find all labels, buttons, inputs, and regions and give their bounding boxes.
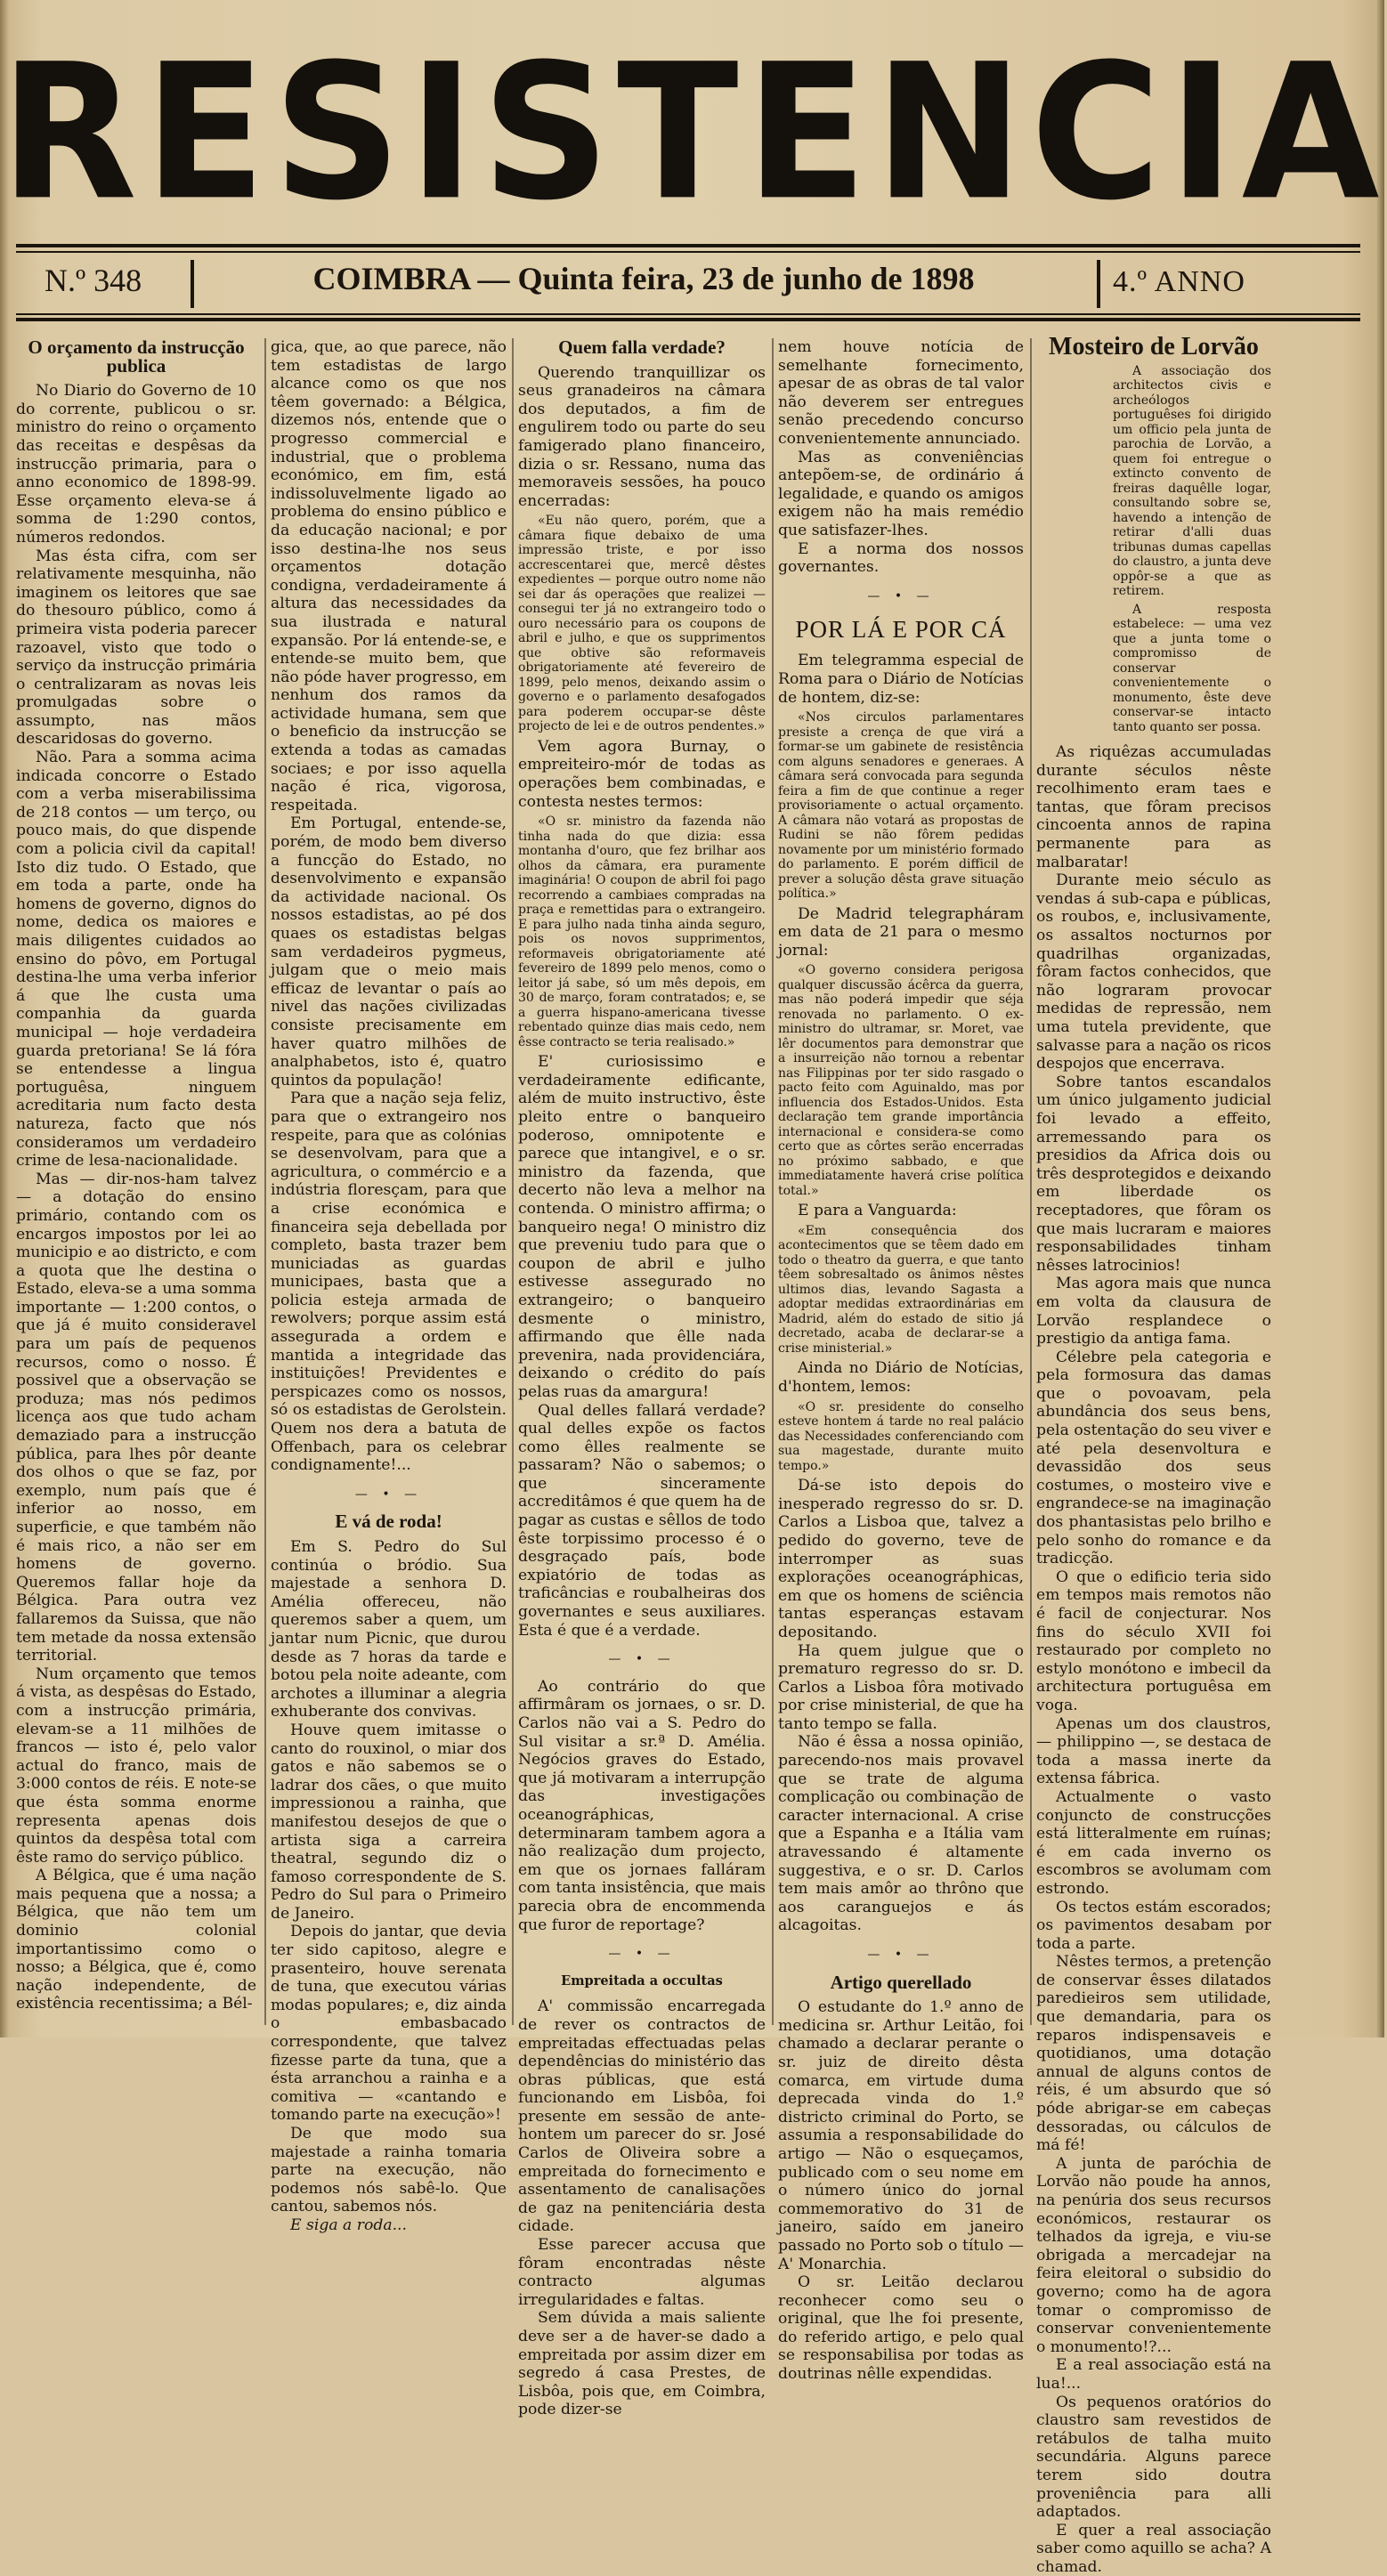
issue-info-bar (16, 256, 1360, 312)
column-4 (778, 338, 1024, 2384)
article-quote: «O sr. presidente do conselho esteve hontem á tarde no real palácio das Necessidades conferenciando com sua magestade, durante muito tempo.» (778, 1399, 1024, 1473)
article-paragraph: Apenas um dos claustros, — philippino —, se destaca de toda a massa inerte da extensa fábrica. (1036, 1714, 1271, 1788)
article-paragraph: Não é êssa a nossa opinião, parecendo-nos mais provavel que se trate de alguma complicação ou combinação de caracter internacional. A crise que a Espanha e a Itália vam atravessando é altamente suggestiva, e o sr. D. Carlos tem mais amôr ao thrôno que aos caranguejos e ás alcagoitas. (778, 1733, 1024, 1935)
article-quote: «Eu não quero, porém, que a câmara fique debaixo de uma impressão triste, e por isso accrescentarei que, mercê dêstes expedientes — porque outro nome não sei dar ás operações que realizei — consegui ter já no extrangeiro todo o ouro necessário para os coupons de abril e julho, e que os supprimentos que obtive são reformaveis obrigatoriamente até fevereiro de 1899, pelo menos, deixando assim o governo e o parlamento desafogados para poderem occupar-se dêste projecto de lei e de outros pendentes.» (518, 514, 766, 734)
article-paragraph: As riquêzas accumuladas durante séculos nêste recolhimento eram taes e tantas, que fôram precisos cincoenta annos de rapina permanente para as malbaratar! (1036, 743, 1271, 871)
divider-ornament: — • — (354, 1486, 423, 1502)
newspaper-masthead: RESISTENCIA (0, 24, 1387, 242)
article-paragraph: De Madrid telegrapháram em data de 21 para o mesmo jornal: (778, 904, 1024, 960)
article-paragraph: A junta de paróchia de Lorvão não poude ha annos, na penúria dos seus recursos económicos, restaurar os telhados da igreja, e viu-se obrigada a mercadejar na feira eleitoral o subsidio do governo; como ha de agora tomar o compromisso de conservar convenientemente o monumento!?... (1036, 2154, 1271, 2356)
article-paragraph: Actualmente o vasto conjuncto de construcções está litteralmente em ruínas; é em cada inverno os escombros se avolumam com estrondo. (1036, 1787, 1271, 1898)
section-title-por-la-e-por-ca: POR LÁ E POR CÁ (795, 616, 1007, 644)
column-separator (1030, 338, 1032, 2025)
article-paragraph: O sr. Leitão declarou reconhecer como seu o original, que lhe foi presente, do referido artigo, e pelo qual se responsabilisa por todas as doutrinas nêlle expendidas. (778, 2273, 1024, 2384)
article-paragraph: Esse parecer accusa que fôram encontradas nêste contracto algumas irregularidades e faltas. (518, 2236, 766, 2309)
article-paragraph: Qual delles fallará verdade? qual delles expõe os factos como êlles realmente se passaram? Não o sabemos; o que sinceramente accreditâmos é que quem ha de pagar as custas e sêllos de todo êste torpissimo processo é o desgraçado país, bode expiatório de todas as traficâncias e roubalheiras dos governantes e seus auxiliares. Esta é que é a verdade. (518, 1401, 766, 1640)
article-paragraph: A' commissão encarregada de rever os contractos de empreitadas effectuadas pelas dependências do ministério das obras públicas, que está funcionando em Lisbôa, foi presente em sessão de ante-hontem um parecer do sr. José Carlos de Oliveira sobre a empreitada do fornecimento e assentamento de canalisações de gaz na penitenciária desta cidade. (518, 1997, 766, 2236)
divider-ornament: — • — (867, 1948, 935, 1962)
article-paragraph: E quer a real associação saber como aquillo se acha? A chamad. (1036, 2521, 1271, 2576)
article-paragraph: A Bélgica, que é uma nação mais pequena que a nossa; a Bélgica, que não tem um dominio colonial importantissimo como o nosso; a Bélgica, que é, como nação independente, de existência recentissima; a Bél- (16, 1867, 256, 2013)
article-paragraph: Mas ésta cifra, com ser relativamente mesquinha, não imaginem os leitores que sae do thesouro público, como á primeira vista poderia parecer razoavel, visto que todo o serviço da instrucção primária o centralizaram as novas leis promulgadas sobre o assumpto, nas mãos descaridosas do governo. (16, 547, 256, 749)
article-quote: «O governo considera perigosa qualquer discussão ácêrca da guerra, mas não poderá impedir que séja renovada no parlamento. O ex-ministro do ultramar, sr. Moret, vae lêr documentos para demonstrar que a insurreição não tornou a rebentar nas Filippinas por ter sido rasgado o pacto feito com Aguinaldo, mas por influencia dos Estados-Unidos. Esta declaração tem grande importância internacional e considera-se como certo que as côrtes serão encerradas no próximo sabbado, e que immediatamente haverá crise política total.» (778, 963, 1024, 1198)
article-paragraph: Querendo tranquillizar os seus granadeiros na câmara dos deputados, a fim de engulirem todo ou parte do seu famigerado plano financeiro, dizia o sr. Ressano, numa das memoraveis sessões, ha pouco encerradas: (518, 363, 766, 510)
info-rule-bottom (16, 318, 1360, 321)
article-paragraph: Sem dúvida a mais saliente deve ser a de haver-se dado a empreitada por assim dizer em segredo á casa Prestes, de Lisbôa, pois que, em Coimbra, pode dizer-se (518, 2309, 766, 2419)
article-paragraph: Em S. Pedro do Sul continúa o bródio. Sua majestade a senhora D. Amélia offereceu, não queremos saber a quem, um jantar num Picnic, que durou desde as 7 horas da tarde e botou pela noite adeante, com archotes a illuminar a alegria exhuberante dos convivas. (271, 1538, 507, 1721)
article-paragraph: Durante meio século as vendas á sub-capa e públicas, os roubos, e, inclusivamente, os assaltos nocturnos por quadrilhas organizadas, fôram factos conhecidos, que não lograram provocar medidas de repressão, nem uma tutela previdente, que salvasse para a nação os ricos despojos que encerrava. (1036, 871, 1271, 1073)
column-1 (16, 338, 256, 2021)
left-page-edge (0, 0, 9, 2037)
article-title-quem-falla-verdade: Quem falla verdade? (558, 336, 726, 358)
article-paragraph: E siga a roda... (290, 2216, 407, 2234)
article-quote-block (1113, 364, 1271, 735)
article-title-empreitada: Empreitada a occultas (561, 1973, 723, 1989)
article-paragraph: Sobre tantos escandalos um único julgamento judicial foi levado a effeito, arremessando para os presidios da Africa dois ou três desprotegidos e deixando em liberdade os receptadores, que fôram os que mais lucraram e maiores responsabilidades tinham nêsses latrocinios! (1036, 1073, 1271, 1275)
article-paragraph: O que o edificio teria sido em tempos mais remotos não é facil de conjecturar. Nos fins do século XVII foi restaurado por completo no estylo monótono e imbecil da architectura portuguêsa em voga. (1036, 1567, 1271, 1714)
article-paragraph: De que modo sua majestade a rainha tomaria parte na execução, não podemos nós sabê-lo. Que cantou, sabemos nós. (271, 2125, 507, 2216)
article-paragraph: Em telegramma especial de Roma para o Diário de Notícias de hontem, diz-se: (778, 652, 1024, 707)
article-paragraph: Ainda no Diário de Notícias, d'hontem, lemos: (778, 1359, 1024, 1397)
article-paragraph: nem houve notícia de semelhante fornecimento, apesar de as obras de tal valor não deverem ser entregues senão precedendo concurso convenientemente annunciado. (778, 338, 1024, 448)
article-title-mosteiro-de-lorvao: Mosteiro de Lorvão (1049, 333, 1259, 360)
article-paragraph: Num orçamento que temos á vista, as despêsas do Estado, com a instrucção primária, elevam-se a 11 milhões de francos — isto é, pelo valor actual do franco, mais de 3:000 contos de réis. E note-se que ésta somma enorme representa apenas dois quintos da despêsa total com êste ramo do serviço público. (16, 1665, 256, 1867)
article-paragraph: Célebre pela categoria e pela formosura das damas que o povoavam, pela abundância dos seus bens, pela ostentação do seu viver e até pela desenvoltura e devassidão dos seus costumes, o mosteiro vive e engrandece-se na imaginação dos phantasistas pelo brilho e pelo sonho do romance e da tradicção. (1036, 1348, 1271, 1568)
article-paragraph: Os pequenos oratórios do claustro sam revestidos de retábulos de talha muito secundária. Alguns parece terem sido doutra proveniência para alli adaptados. (1036, 2393, 1271, 2522)
divider-ornament: — • — (608, 1652, 676, 1667)
article-paragraph: Os tectos estám escorados; os pavimentos desabam por toda a parte. (1036, 1898, 1271, 1953)
article-paragraph: E a norma dos nossos governantes. (778, 539, 1024, 577)
article-paragraph: Ha quem julgue que o prematuro regresso do sr. D. Carlos a Lisboa fôra motivado por crise ministerial, de que ha tanto tempo se falla. (778, 1641, 1024, 1733)
masthead-rule-thin (16, 251, 1360, 253)
column-separator (264, 338, 266, 2025)
right-page-edge (1375, 0, 1384, 2037)
column-2 (271, 338, 507, 2234)
article-paragraph: Houve quem imitasse o canto do rouxinol, o miar dos gatos e não sabemos se o ladrar dos cães, o que muito impressionou a rainha, que manifestou desejos de que o artista siga a carreira theatral, segundo diz o famoso correspondente de S. Pedro do Sul para o Primeiro de Janeiro. (271, 1721, 507, 1923)
info-rule-thin (16, 313, 1360, 315)
article-paragraph: O estudante do 1.º anno de medicina sr. Arthur Leitão, foi chamado a declarar perante o sr. juiz de direito dêsta comarca, em virtude duma deprecada vinda do 1.º districto criminal do Porto, se assumia a responsabilidade do artigo — Não o esqueçamos, publicado com o seu nome em o número único do jornal commemorativo do 31 de janeiro, saído em janeiro passado no Porto sob o título — A' Monarchia. (778, 1998, 1024, 2273)
masthead-rule-top (16, 244, 1360, 247)
column-separator (512, 338, 514, 2025)
article-paragraph: Para que a nação seja feliz, para que o extrangeiro nos respeite, para que as colónias se desenvolvam, para que a agricultura, o commércio e a indústria floresçam, para que a crise económica e financeira seja debellada por completo, basta trazer bem municiadas as guardas municipaes, basta que a policia esteja armada de rewolvers; porque assim está assegurada a ordem e mantida a integridade das instituições! Previdentes e perspicazes como os nossos, só os estadistas de Gerolstein. Quem nos dera a batuta de Offenbach, para os celebrar condignamente!... (271, 1090, 507, 1475)
issue-number: N.º 348 (45, 263, 142, 298)
article-paragraph: E' curiosissimo e verdadeiramente edificante, além de muito instructivo, êste pleito entre o banqueiro poderoso, omnipotente e parece que intangivel, e o sr. ministro da fazenda, que decerto não leva a melhor na contenda. O ministro affirma; o banqueiro nega! O ministro diz que preveniu tudo para que o coupon de abril e julho estivesse assegurado no extrangeiro; o banqueiro desmente o ministro, affirmando que êlle nada prevenira, nada providenciára, deixando o crédito do país pelas ruas da amargura! (518, 1053, 766, 1401)
article-title-va-de-roda: E vá de roda! (335, 1511, 442, 1533)
article-quote: A resposta estabelece: — uma vez que a junta tome o compromisso de conservar convenientemente o monumento, êste deve conservar-se intacto tanto quanto ser possa. (1113, 602, 1271, 734)
column-5 (1036, 333, 1271, 2576)
article-paragraph: E para a Vanguarda: (798, 1202, 957, 1220)
article-paragraph: Depois do jantar, que devia ter sido capitoso, alegre e prasenteiro, houve serenata de tuna, que executou várias modas populares; e, diz ainda o embasbacado correspondente, que talvez fizesse parte da tuna, que a ésta arranchou a rainha e a comitiva — «cantando e tomando parte na execução»! (271, 1923, 507, 2125)
article-paragraph: Mas agora mais que nunca em volta da clausura de Lorvão resplandece o prestigio da antiga fama. (1036, 1275, 1271, 1349)
column-separator (772, 338, 774, 2025)
article-quote: A associação dos architectos civis e archeólogos portuguêses foi dirigido um officio pela junta de parochia de Lorvão, a quem foi entregue o extincto convento de freiras daquêlle logar, consultando sobre se, havendo a intenção de retirar d'alli duas tribunas dumas capellas do claustro, a junta deve oppôr-se a que as retirem. (1113, 363, 1271, 599)
article-quote: «Em consequência dos acontecimentos que se têem dado em todo o theatro da guerra, e que tanto têem sobresaltado os ânimos nêstes ultimos dias, levando Sagasta a adoptar medidas extraordinárias em Madrid, além do estado de sitio já decretado, acaba de declarar-se a crise ministerial.» (778, 1223, 1024, 1356)
article-paragraph: gica, que, ao que parece, não tem estadistas de largo alcance como os que nos têem governado: a Bélgica, dizemos nós, entende que o progresso commercial e industrial, que o problema económico, em fim, está indissoluvelmente ligado ao problema do ensino público e da educação nacional; e por isso destina-lhe nos seus orçamentos dotação condigna, verdadeiramente á altura das necessidades da sua ilustrada e natural expansão. Por lá entende-se, e entende-se muito bem, que não póde haver progresso, em nenhum dos ramos da actividade humana, sem que o beneficio da instrucção se extenda a todas as camadas sociaes; e por isso aquella nação é rica, vigorosa, respeitada. (271, 338, 507, 814)
article-paragraph: Vem agora Burnay, o empreiteiro-mór de todas as operações bem combinadas, e contesta nestes termos: (518, 737, 766, 811)
article-title-artigo-querellado: Artigo querellado (830, 1971, 972, 1993)
article-quote: «O sr. ministro da fazenda não tinha nada do que dizia: essa montanha d'ouro, que fez brilhar aos olhos da câmara, era puramente imaginária! O coupon de abril foi pago recorrendo a cambiaes compradas na praça e remettidas para o extrangeiro. E para julho nada tinha ainda seguro, pois os novos supprimentos, reformaveis obrigatoriamente até fevereiro de 1899 pelo menos, como o leitor já sabe, só um mês depois, em 30 de março, foram contratados; e, se a guerra hispano-americana tivesse rebentado quinze dias mais cedo, nem êsse contracto se teria realisado.» (518, 814, 766, 1049)
issue-date: COIMBRA — Quinta feira, 23 de junho de 1898 (312, 261, 975, 296)
article-paragraph: Mas as conveniências antepõem-se, de ordinário á legalidade, e quando os amigos exigem não ha mais remédio que satisfazer-lhes. (778, 448, 1024, 539)
divider-ornament: — • — (867, 588, 935, 603)
article-quote: «Nos circulos parlamentares presiste a crença de que virá a formar-se um gabinete de resistência com alguns senadores e generaes. A câmara será convocada para segunda feira a fim de que continue a reger provisoriamente o actual orçamento. A câmara não votará as propostas de Rudini se não fôrem pedidas novamente por um ministério formado do parlamento. E porém difficil de prever a solução dêsta grave situação política.» (778, 710, 1024, 902)
article-paragraph: Em Portugal, entende-se, porém, de modo bem diverso a funcção do Estado, no desenvolvimento e expansão da actividade nacional. Os nossos estadistas, ao pé dos quaes os estadistas belgas sam verdadeiros pygmeus, julgam que o meio mais efficaz de levantar o país ao nivel das nações civilizadas consiste precisamente em haver quatro milhões de analphabetos, isto é, quatro quintos da população! (271, 814, 507, 1090)
article-paragraph: Mas — dir-nos-ham talvez — a dotação do ensino primário, contando com os encargos impostos por lei ao municipio e ao districto, e com a quota que lhe destina o Estado, eleva-se a uma somma importante — 1:200 contos, o que já é muito consideravel para um país de pequenos recursos, como o nosso. É possivel que a observação se produza; mas nós pedimos licença aos que tudo acham demaziado para a instrucção pública, para lhes pôr deante dos olhos o que se faz, por exemplo, num país que é inferior ao nosso, em superficie, e que também não é mais rico, a não ser em homens de governo. Queremos fallar hoje da Bélgica. Para outra vez fallaremos da Suissa, que não tem metade da nossa extensão territorial. (16, 1170, 256, 1665)
article-paragraph: Não. Para a somma acima indicada concorre o Estado com a verba miserabilissima de 218 contos — um terço, ou pouco mais, do que dispende com a policia civil da capital! Isto diz tudo. O Estado, que em toda a parte, onde ha homens de governo, dignos do nome, dedica os maiores e mais diligentes cuidados ao ensino do pôvo, em Portugal destina-lhe uma verba inferior á que lhe custa uma companhia da guarda municipal — hoje verdadeira guarda pretoriana! Se lá fóra se entendesse a lingua portuguêsa, ninguem acreditaria num facto desta natureza, facto que nós consideramos um verdadeiro crime de lesa-nacionalidade. (16, 749, 256, 1171)
article-title-orcamento: O orçamento da instrucção publica (28, 336, 245, 377)
article-paragraph: No Diario do Governo de 10 do corrente, publicou o sr. ministro do reino o orçamento das receitas e despêsas da instrucção primaria, para o anno economico de 1898-99. Esse orçamento eleva-se á somma de 1:290 contos, números redondos. (16, 382, 256, 547)
article-paragraph: Dá-se isto depois do inesperado regresso do sr. D. Carlos a Lisboa que, talvez a pedido do governo, teve de interromper as suas explorações oceanográphicas, em que os homens de sciência tantas esperanças estavam depositando. (778, 1477, 1024, 1641)
info-separator-right (1097, 260, 1100, 308)
divider-ornament: — • — (608, 1947, 676, 1962)
column-3 (518, 336, 766, 2419)
article-paragraph: Ao contrário do que affirmâram os jornaes, o sr. D. Carlos não vai a S. Pedro do Sul visitar a sr.ª D. Amélia. Negócios graves do Estado, que já motivaram a interrupção das investigações oceanográphicas, determinaram tambem agora a não realização dum projecto, em que os jornaes falláram com tanta insistência, que mais parecia obra de encommenda que furor de reportage? (518, 1677, 766, 1934)
article-paragraph: E a real associação está na lua!... (1036, 2356, 1271, 2393)
issue-year: 4.º ANNO (1113, 265, 1245, 298)
article-paragraph: Nêstes termos, a pretenção de conservar êsses dilatados paredieiros sem utilidade, que demandaria, para os reparos indispensaveis e quotidianos, uma dotação annual de alguns contos de réis, é um absurdo que só póde abrigar-se em cabeças dessoradas, ou cálculos de má fé! (1036, 1953, 1271, 2155)
